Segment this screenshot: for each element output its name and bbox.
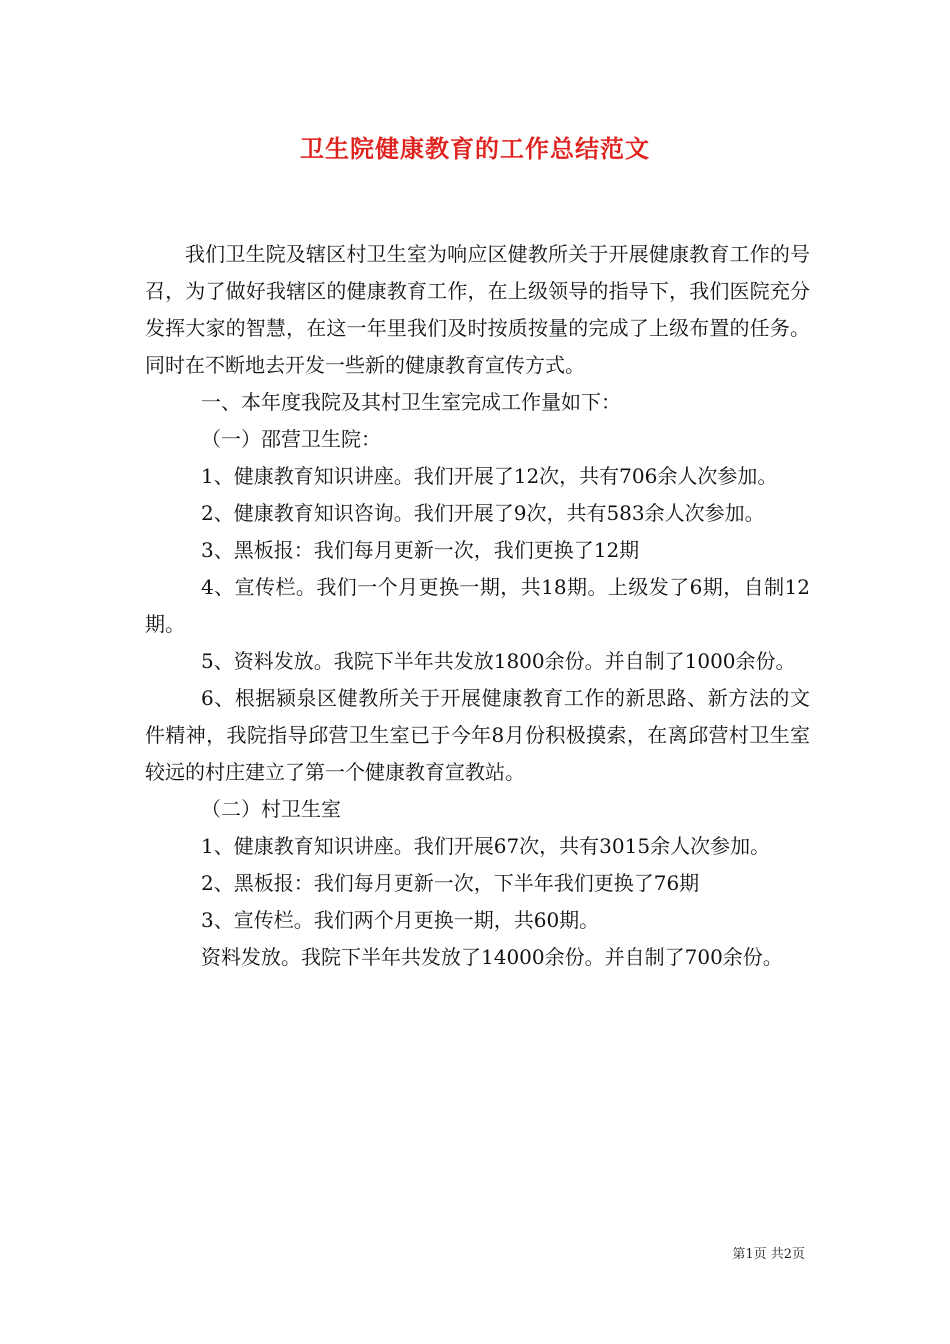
paragraph-item-2-2: 2、黑板报：我们每月更新一次，下半年我们更换了76期	[201, 871, 700, 895]
paragraph-item-1-6: 6、根据颍泉区健教所关于开展健康教育工作的新思路、新方法的文件精神，我院指导邱营卫生室已于今年8月份积极摸索，在离邱营村卫生室较远的村庄建立了第一个健康教育宣教站。	[145, 686, 810, 784]
paragraph-item-2-3: 3、宣传栏。我们两个月更换一期，共60期。	[201, 908, 600, 932]
document-body	[145, 236, 810, 976]
paragraph-subsection-2: （二）村卫生室	[201, 797, 341, 821]
document-title: 卫生院健康教育的工作总结范文	[300, 134, 650, 163]
paragraph-item-2-4: 资料发放。我院下半年共发放了14000余份。并自制了700余份。	[201, 945, 783, 969]
paragraph-item-2-1: 1、健康教育知识讲座。我们开展67次，共有3015余人次参加。	[201, 834, 771, 858]
paragraph-intro: 我们卫生院及辖区村卫生室为响应区健教所关于开展健康教育工作的号召，为了做好我辖区的健康教育工作，在上级领导的指导下，我们医院充分发挥大家的智慧，在这一年里我们及时按质按量的完成了上级布置的任务。同时在不断地去开发一些新的健康教育宣传方式。	[145, 242, 810, 377]
paragraph-item-1-1: 1、健康教育知识讲座。我们开展了12次，共有706余人次参加。	[201, 464, 778, 488]
paragraph-subsection-1: （一）邵营卫生院：	[201, 427, 381, 451]
paragraph-item-1-4: 4、宣传栏。我们一个月更换一期，共18期。上级发了6期，自制12期。	[145, 575, 810, 636]
paragraph-item-1-3: 3、黑板报：我们每月更新一次，我们更换了12期	[201, 538, 640, 562]
page-number: 第1页 共2页	[732, 1247, 805, 1262]
paragraph-item-1-2: 2、健康教育知识咨询。我们开展了9次，共有583余人次参加。	[201, 501, 765, 525]
paragraph-item-1-5: 5、资料发放。我院下半年共发放1800余份。并自制了1000余份。	[201, 649, 796, 673]
paragraph-section-heading: 一、本年度我院及其村卫生室完成工作量如下：	[201, 390, 621, 414]
